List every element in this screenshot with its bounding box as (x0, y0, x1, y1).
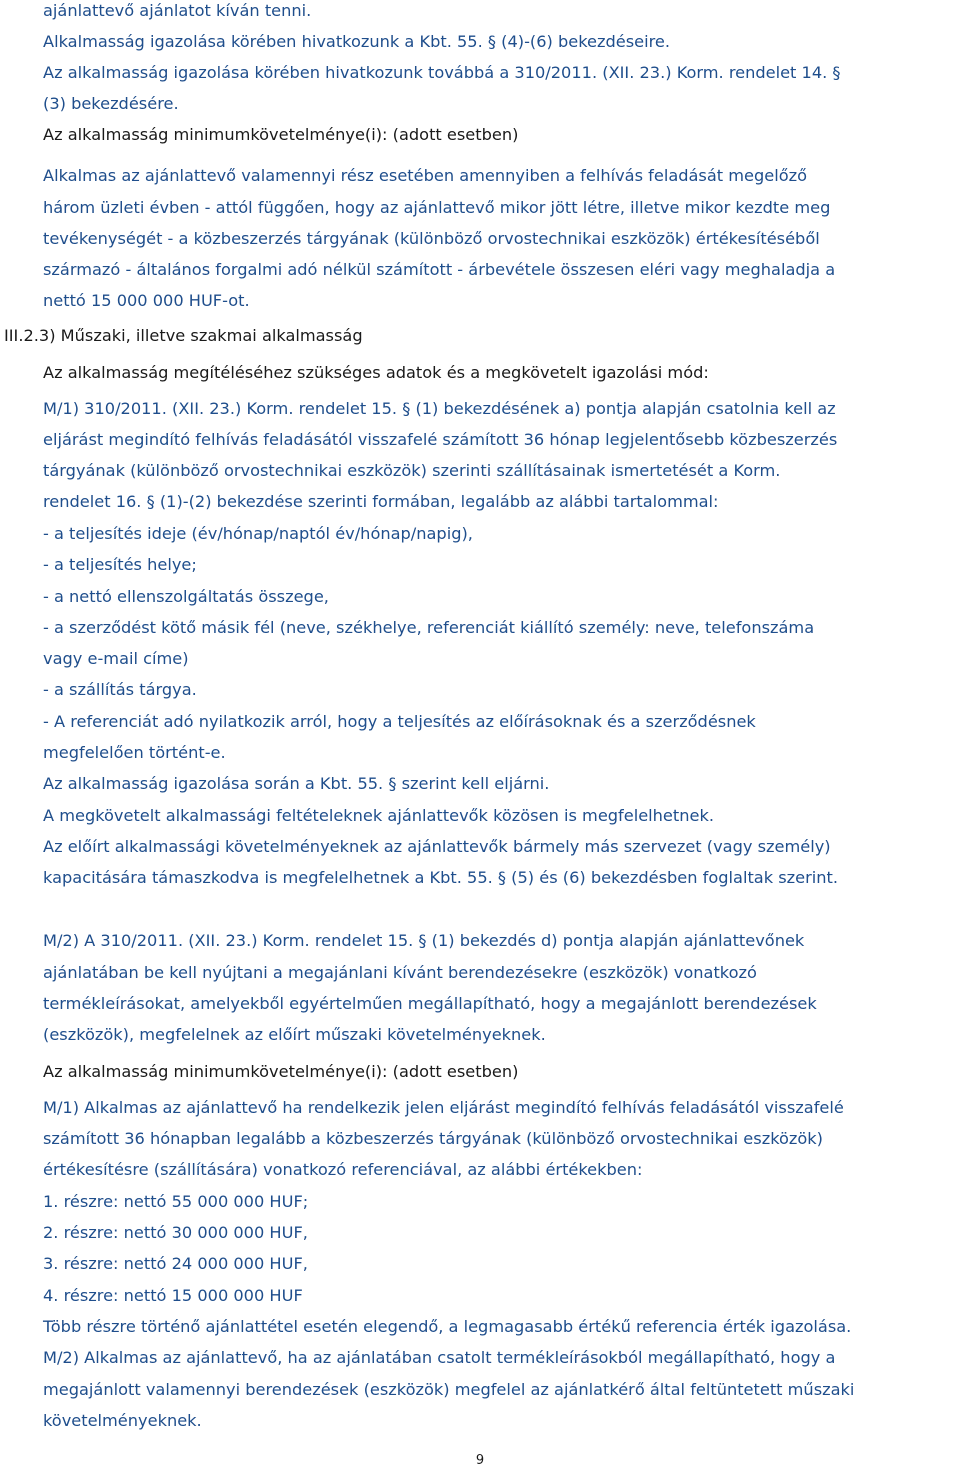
text-line: rendelet 16. § (1)-(2) bekezdése szerinti formában, legalább az alábbi tartalommal: (43, 492, 719, 511)
list-item: - a szállítás tárgya. (43, 680, 197, 699)
text-line: három üzleti évben - attól függően, hogy az ajánlattevő mikor jött létre, illetve mikor kezdte meg (43, 198, 831, 217)
text-line: M/2) A 310/2011. (XII. 23.) Korm. rendelet 15. § (1) bekezdés d) pontja alapján ajánlattevőnek (43, 931, 805, 950)
text-line: Az alkalmasság igazolása körében hivatkozunk továbbá a 310/2011. (XII. 23.) Korm. rendelet 14. § (43, 63, 841, 82)
text-line: Az alkalmasság igazolása során a Kbt. 55. § szerint kell eljárni. (43, 774, 550, 793)
section-subheading: Az alkalmasság megítéléséhez szükséges adatok és a megkövetelt igazolási mód: (43, 363, 709, 382)
text-line: számított 36 hónapban legalább a közbeszerzés tárgyának (különböző orvostechnikai eszközök) (43, 1129, 823, 1148)
text-line: tárgyának (különböző orvostechnikai eszközök) szerinti szállításainak ismertetését a Korm. (43, 461, 781, 480)
text-line: M/1) Alkalmas az ajánlattevő ha rendelkezik jelen eljárást megindító felhívás feladásától visszafelé (43, 1098, 844, 1117)
section-subheading: Az alkalmasság minimumkövetelménye(i): (adott esetben) (43, 1062, 519, 1081)
text-line: nettó 15 000 000 HUF-ot. (43, 291, 250, 310)
text-line: Alkalmasság igazolása körében hivatkozunk a Kbt. 55. § (4)-(6) bekezdéseire. (43, 32, 671, 51)
text-line: tevékenységét - a közbeszerzés tárgyának (különböző orvostechnikai eszközök) értékesítéséből (43, 229, 820, 248)
list-item: 1. részre: nettó 55 000 000 HUF; (43, 1192, 309, 1211)
text-line: Alkalmas az ajánlattevő valamennyi rész esetében amennyiben a felhívás feladását megelőző (43, 166, 808, 185)
text-line: ajánlatában be kell nyújtani a megajánlani kívánt berendezésekre (eszközök) vonatkozó (43, 963, 757, 982)
text-line: (eszközök), megfelelnek az előírt műszaki követelményeknek. (43, 1025, 546, 1044)
text-line: Több részre történő ajánlattétel esetén elegendő, a legmagasabb értékű referencia érték igazolása. (43, 1317, 852, 1336)
section-heading: III.2.3) Műszaki, illetve szakmai alkalmasság (4, 326, 363, 345)
text-line: kapacitására támaszkodva is megfelelhetnek a Kbt. 55. § (5) és (6) bekezdésben foglaltak szerint. (43, 868, 839, 887)
text-line: M/2) Alkalmas az ajánlattevő, ha az ajánlatában csatolt termékleírásokból megállapítható, hogy a (43, 1348, 836, 1367)
list-item: - a szerződést kötő másik fél (neve, székhelye, referenciát kiállító személy: neve, telefonszáma (43, 618, 815, 637)
list-item: 3. részre: nettó 24 000 000 HUF, (43, 1254, 308, 1273)
text-line: (3) bekezdésére. (43, 94, 179, 113)
text-line: megajánlott valamennyi berendezések (eszközök) megfelel az ajánlatkérő által feltüntetett műszaki (43, 1380, 855, 1399)
list-item: 2. részre: nettó 30 000 000 HUF, (43, 1223, 308, 1242)
text-line: Az előírt alkalmassági követelményeknek az ajánlattevők bármely más szervezet (vagy személy) (43, 837, 831, 856)
list-item: - a teljesítés helye; (43, 555, 197, 574)
list-item: - a nettó ellenszolgáltatás összege, (43, 587, 329, 606)
text-line: megfelelően történt-e. (43, 743, 226, 762)
text-line: értékesítésre (szállítására) vonatkozó referenciával, az alábbi értékekben: (43, 1160, 643, 1179)
text-line: termékleírásokat, amelyekből egyértelműen megállapítható, hogy a megajánlott berendezések (43, 994, 817, 1013)
list-item: - a teljesítés ideje (év/hónap/naptól év/hónap/napig), (43, 524, 473, 543)
text-line: vagy e-mail címe) (43, 649, 189, 668)
list-item: 4. részre: nettó 15 000 000 HUF (43, 1286, 303, 1305)
text-line: A megkövetelt alkalmassági feltételeknek ajánlattevők közösen is megfelelhetnek. (43, 806, 714, 825)
text-line: ajánlattevő ajánlatot kíván tenni. (43, 1, 312, 20)
page-number: 9 (475, 1453, 485, 1468)
text-line: eljárást megindító felhívás feladásától visszafelé számított 36 hónap legjelentősebb közbeszerzés (43, 430, 838, 449)
text-line: követelményeknek. (43, 1411, 202, 1430)
section-subheading: Az alkalmasság minimumkövetelménye(i): (adott esetben) (43, 125, 519, 144)
list-item: - A referenciát adó nyilatkozik arról, hogy a teljesítés az előírásoknak és a szerződésnek (43, 712, 756, 731)
text-line: M/1) 310/2011. (XII. 23.) Korm. rendelet 15. § (1) bekezdésének a) pontja alapján csatolnia kell az (43, 399, 836, 418)
text-line: származó - általános forgalmi adó nélkül számított - árbevétele összesen eléri vagy meghaladja a (43, 260, 836, 279)
